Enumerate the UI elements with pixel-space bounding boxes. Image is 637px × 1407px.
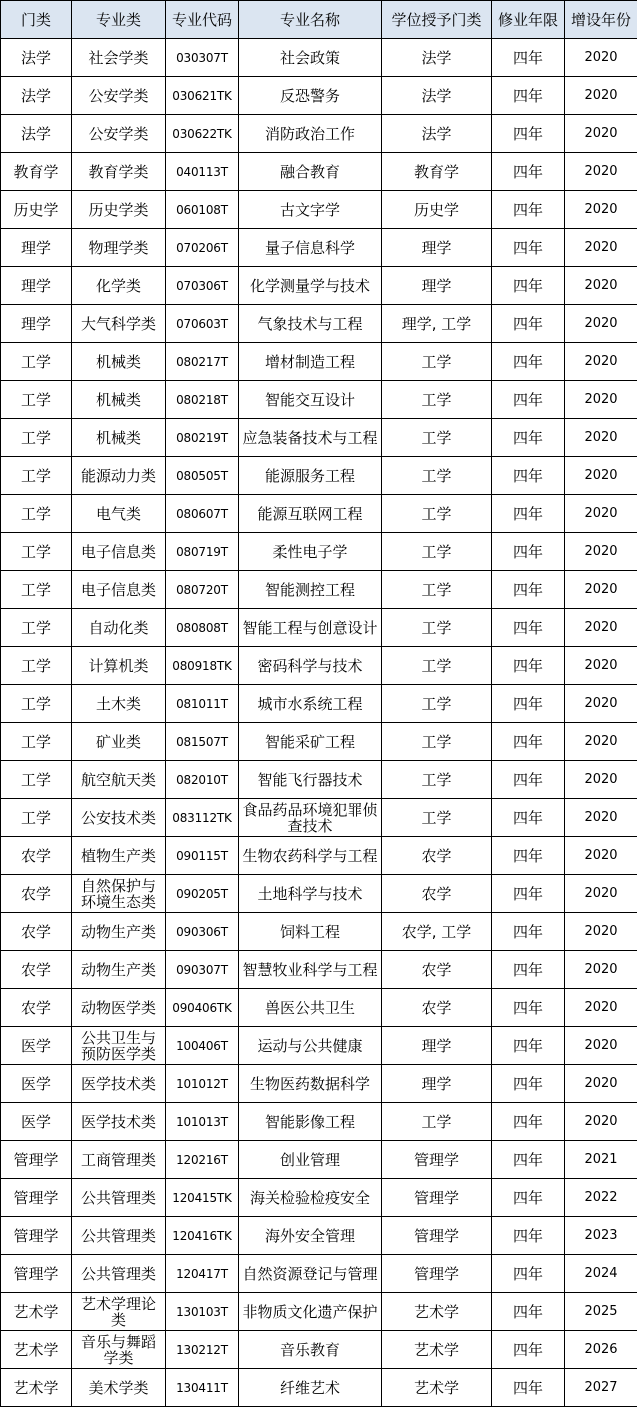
cell-discipline-class: 植物生产类 [72, 837, 166, 875]
cell-study-duration: 四年 [492, 533, 565, 571]
cell-year-added: 2020 [565, 1027, 637, 1065]
cell-major-code: 030307T [166, 39, 239, 77]
cell-major-name: 社会政策 [239, 39, 382, 77]
cell-degree-category: 工学 [382, 761, 492, 799]
cell-major-name: 食品药品环境犯罪侦查技术 [239, 799, 382, 837]
cell-major-name: 智能测控工程 [239, 571, 382, 609]
cell-study-duration: 四年 [492, 115, 565, 153]
cell-major-name: 能源服务工程 [239, 457, 382, 495]
cell-discipline-class: 动物医学类 [72, 989, 166, 1027]
cell-discipline-class: 公安学类 [72, 115, 166, 153]
cell-discipline-class: 社会学类 [72, 39, 166, 77]
cell-category: 法学 [1, 77, 72, 115]
table-row [1, 647, 637, 685]
cell-major-code: 082010T [166, 761, 239, 799]
cell-year-added: 2020 [565, 495, 637, 533]
cell-major-code: 080918TK [166, 647, 239, 685]
table-row [1, 1293, 637, 1331]
cell-degree-category: 艺术学 [382, 1369, 492, 1407]
cell-degree-category: 管理学 [382, 1217, 492, 1255]
header-major-name: 专业名称 [239, 1, 382, 39]
cell-discipline-class: 化学类 [72, 267, 166, 305]
cell-year-added: 2020 [565, 799, 637, 837]
cell-discipline-class: 美术学类 [72, 1369, 166, 1407]
cell-study-duration: 四年 [492, 419, 565, 457]
cell-category: 工学 [1, 761, 72, 799]
cell-study-duration: 四年 [492, 1141, 565, 1179]
cell-major-name: 自然资源登记与管理 [239, 1255, 382, 1293]
cell-year-added: 2020 [565, 761, 637, 799]
cell-degree-category: 工学 [382, 571, 492, 609]
cell-degree-category: 工学 [382, 533, 492, 571]
cell-major-name: 应急装备技术与工程 [239, 419, 382, 457]
cell-major-name: 智能交互设计 [239, 381, 382, 419]
table-row [1, 229, 637, 267]
cell-study-duration: 四年 [492, 989, 565, 1027]
cell-discipline-class: 医学技术类 [72, 1103, 166, 1141]
cell-study-duration: 四年 [492, 913, 565, 951]
cell-category: 艺术学 [1, 1293, 72, 1331]
cell-study-duration: 四年 [492, 761, 565, 799]
cell-major-code: 120415TK [166, 1179, 239, 1217]
cell-degree-category: 工学 [382, 647, 492, 685]
cell-category: 艺术学 [1, 1331, 72, 1369]
table-row [1, 1141, 637, 1179]
cell-category: 工学 [1, 685, 72, 723]
table-row [1, 799, 637, 837]
cell-major-code: 083112TK [166, 799, 239, 837]
cell-discipline-class: 公共管理类 [72, 1255, 166, 1293]
cell-year-added: 2020 [565, 571, 637, 609]
cell-year-added: 2020 [565, 609, 637, 647]
cell-study-duration: 四年 [492, 495, 565, 533]
cell-major-code: 100406T [166, 1027, 239, 1065]
cell-study-duration: 四年 [492, 685, 565, 723]
cell-category: 农学 [1, 875, 72, 913]
cell-year-added: 2020 [565, 913, 637, 951]
cell-major-name: 海外安全管理 [239, 1217, 382, 1255]
cell-discipline-class: 自然保护与环境生态类 [72, 875, 166, 913]
cell-year-added: 2027 [565, 1369, 637, 1407]
cell-major-code: 070206T [166, 229, 239, 267]
cell-degree-category: 管理学 [382, 1179, 492, 1217]
cell-discipline-class: 公安技术类 [72, 799, 166, 837]
cell-degree-category: 农学, 工学 [382, 913, 492, 951]
cell-year-added: 2020 [565, 1103, 637, 1141]
cell-major-name: 智慧牧业科学与工程 [239, 951, 382, 989]
cell-major-code: 101013T [166, 1103, 239, 1141]
cell-major-name: 土地科学与技术 [239, 875, 382, 913]
table-row [1, 39, 637, 77]
cell-category: 管理学 [1, 1141, 72, 1179]
table-row [1, 685, 637, 723]
cell-discipline-class: 矿业类 [72, 723, 166, 761]
cell-major-name: 智能工程与创意设计 [239, 609, 382, 647]
cell-year-added: 2020 [565, 989, 637, 1027]
cell-year-added: 2020 [565, 419, 637, 457]
table-row [1, 305, 637, 343]
table-row [1, 989, 637, 1027]
cell-major-code: 080719T [166, 533, 239, 571]
cell-category: 医学 [1, 1103, 72, 1141]
cell-degree-category: 农学 [382, 875, 492, 913]
cell-major-name: 创业管理 [239, 1141, 382, 1179]
cell-year-added: 2020 [565, 153, 637, 191]
cell-discipline-class: 电子信息类 [72, 533, 166, 571]
cell-major-name: 古文字学 [239, 191, 382, 229]
cell-major-name: 智能飞行器技术 [239, 761, 382, 799]
table-row [1, 115, 637, 153]
cell-major-code: 090406TK [166, 989, 239, 1027]
cell-degree-category: 工学 [382, 723, 492, 761]
cell-study-duration: 四年 [492, 1293, 565, 1331]
cell-category: 理学 [1, 229, 72, 267]
cell-study-duration: 四年 [492, 343, 565, 381]
table-row [1, 495, 637, 533]
cell-study-duration: 四年 [492, 1369, 565, 1407]
cell-major-name: 消防政治工作 [239, 115, 382, 153]
table-row [1, 1255, 637, 1293]
table-row [1, 343, 637, 381]
cell-degree-category: 工学 [382, 381, 492, 419]
table-row [1, 761, 637, 799]
table-row [1, 723, 637, 761]
table-row [1, 267, 637, 305]
cell-category: 管理学 [1, 1217, 72, 1255]
cell-year-added: 2022 [565, 1179, 637, 1217]
cell-category: 理学 [1, 267, 72, 305]
table-row [1, 609, 637, 647]
cell-study-duration: 四年 [492, 1103, 565, 1141]
table-row [1, 153, 637, 191]
cell-major-code: 080808T [166, 609, 239, 647]
cell-year-added: 2020 [565, 723, 637, 761]
cell-year-added: 2020 [565, 647, 637, 685]
cell-discipline-class: 计算机类 [72, 647, 166, 685]
cell-year-added: 2020 [565, 381, 637, 419]
cell-major-code: 080607T [166, 495, 239, 533]
cell-degree-category: 工学 [382, 457, 492, 495]
cell-study-duration: 四年 [492, 1331, 565, 1369]
table-row [1, 875, 637, 913]
cell-major-code: 070603T [166, 305, 239, 343]
cell-category: 艺术学 [1, 1369, 72, 1407]
table-row [1, 1103, 637, 1141]
cell-study-duration: 四年 [492, 77, 565, 115]
cell-major-name: 海关检验检疫安全 [239, 1179, 382, 1217]
cell-major-code: 030621TK [166, 77, 239, 115]
cell-category: 教育学 [1, 153, 72, 191]
table-row [1, 1331, 637, 1369]
cell-degree-category: 艺术学 [382, 1331, 492, 1369]
cell-degree-category: 理学 [382, 229, 492, 267]
cell-degree-category: 理学, 工学 [382, 305, 492, 343]
cell-major-name: 生物医药数据科学 [239, 1065, 382, 1103]
cell-category: 工学 [1, 419, 72, 457]
cell-major-name: 饲料工程 [239, 913, 382, 951]
cell-degree-category: 教育学 [382, 153, 492, 191]
cell-year-added: 2020 [565, 875, 637, 913]
cell-degree-category: 农学 [382, 989, 492, 1027]
cell-category: 工学 [1, 723, 72, 761]
cell-study-duration: 四年 [492, 229, 565, 267]
cell-discipline-class: 电子信息类 [72, 571, 166, 609]
cell-degree-category: 工学 [382, 495, 492, 533]
cell-major-name: 化学测量学与技术 [239, 267, 382, 305]
table-row [1, 571, 637, 609]
cell-discipline-class: 动物生产类 [72, 951, 166, 989]
cell-degree-category: 工学 [382, 609, 492, 647]
cell-major-name: 融合教育 [239, 153, 382, 191]
table-row [1, 1065, 637, 1103]
cell-major-code: 120416TK [166, 1217, 239, 1255]
cell-degree-category: 农学 [382, 951, 492, 989]
cell-study-duration: 四年 [492, 1027, 565, 1065]
cell-study-duration: 四年 [492, 571, 565, 609]
cell-major-name: 智能采矿工程 [239, 723, 382, 761]
cell-discipline-class: 大气科学类 [72, 305, 166, 343]
cell-study-duration: 四年 [492, 1065, 565, 1103]
cell-study-duration: 四年 [492, 457, 565, 495]
cell-major-name: 反恐警务 [239, 77, 382, 115]
cell-study-duration: 四年 [492, 39, 565, 77]
cell-degree-category: 艺术学 [382, 1293, 492, 1331]
cell-category: 管理学 [1, 1255, 72, 1293]
cell-category: 工学 [1, 533, 72, 571]
cell-major-name: 非物质文化遗产保护 [239, 1293, 382, 1331]
table-body [1, 39, 637, 1407]
cell-degree-category: 理学 [382, 267, 492, 305]
cell-degree-category: 工学 [382, 343, 492, 381]
cell-year-added: 2020 [565, 343, 637, 381]
cell-major-code: 030622TK [166, 115, 239, 153]
cell-degree-category: 管理学 [382, 1255, 492, 1293]
cell-category: 历史学 [1, 191, 72, 229]
cell-discipline-class: 教育学类 [72, 153, 166, 191]
cell-discipline-class: 音乐与舞蹈学类 [72, 1331, 166, 1369]
cell-category: 法学 [1, 39, 72, 77]
cell-category: 工学 [1, 457, 72, 495]
cell-major-name: 运动与公共健康 [239, 1027, 382, 1065]
cell-category: 医学 [1, 1027, 72, 1065]
cell-category: 法学 [1, 115, 72, 153]
cell-major-name: 城市水系统工程 [239, 685, 382, 723]
cell-year-added: 2020 [565, 837, 637, 875]
cell-study-duration: 四年 [492, 1217, 565, 1255]
cell-category: 管理学 [1, 1179, 72, 1217]
cell-major-name: 生物农药科学与工程 [239, 837, 382, 875]
cell-discipline-class: 公共管理类 [72, 1217, 166, 1255]
cell-category: 农学 [1, 913, 72, 951]
cell-discipline-class: 机械类 [72, 381, 166, 419]
header-major-code: 专业代码 [166, 1, 239, 39]
cell-major-code: 081011T [166, 685, 239, 723]
cell-degree-category: 工学 [382, 419, 492, 457]
cell-degree-category: 管理学 [382, 1141, 492, 1179]
cell-major-code: 080505T [166, 457, 239, 495]
table-header [1, 1, 637, 39]
cell-category: 工学 [1, 609, 72, 647]
cell-degree-category: 理学 [382, 1027, 492, 1065]
cell-degree-category: 工学 [382, 1103, 492, 1141]
cell-major-name: 密码科学与技术 [239, 647, 382, 685]
cell-degree-category: 农学 [382, 837, 492, 875]
cell-category: 工学 [1, 343, 72, 381]
cell-year-added: 2020 [565, 951, 637, 989]
cell-category: 农学 [1, 837, 72, 875]
cell-study-duration: 四年 [492, 305, 565, 343]
header-study-duration: 修业年限 [492, 1, 565, 39]
table-row [1, 191, 637, 229]
cell-degree-category: 历史学 [382, 191, 492, 229]
cell-discipline-class: 医学技术类 [72, 1065, 166, 1103]
cell-year-added: 2025 [565, 1293, 637, 1331]
cell-major-code: 090307T [166, 951, 239, 989]
cell-major-code: 090205T [166, 875, 239, 913]
cell-discipline-class: 物理学类 [72, 229, 166, 267]
cell-year-added: 2020 [565, 77, 637, 115]
cell-year-added: 2020 [565, 229, 637, 267]
table-row [1, 1027, 637, 1065]
table-row [1, 951, 637, 989]
cell-major-code: 060108T [166, 191, 239, 229]
cell-year-added: 2026 [565, 1331, 637, 1369]
cell-discipline-class: 动物生产类 [72, 913, 166, 951]
table-row [1, 533, 637, 571]
header-discipline-class: 专业类 [72, 1, 166, 39]
cell-year-added: 2020 [565, 115, 637, 153]
cell-study-duration: 四年 [492, 267, 565, 305]
cell-study-duration: 四年 [492, 1179, 565, 1217]
cell-major-name: 量子信息科学 [239, 229, 382, 267]
cell-year-added: 2020 [565, 685, 637, 723]
header-year-added: 增设年份 [565, 1, 637, 39]
header-degree-category: 学位授予门类 [382, 1, 492, 39]
cell-major-name: 音乐教育 [239, 1331, 382, 1369]
cell-study-duration: 四年 [492, 381, 565, 419]
cell-study-duration: 四年 [492, 951, 565, 989]
cell-study-duration: 四年 [492, 799, 565, 837]
cell-major-code: 080217T [166, 343, 239, 381]
table-row [1, 1217, 637, 1255]
cell-year-added: 2020 [565, 267, 637, 305]
cell-discipline-class: 历史学类 [72, 191, 166, 229]
cell-year-added: 2020 [565, 533, 637, 571]
cell-major-code: 081507T [166, 723, 239, 761]
cell-study-duration: 四年 [492, 647, 565, 685]
cell-category: 农学 [1, 989, 72, 1027]
cell-degree-category: 工学 [382, 685, 492, 723]
table-row [1, 1369, 637, 1407]
cell-discipline-class: 公安学类 [72, 77, 166, 115]
cell-major-code: 120216T [166, 1141, 239, 1179]
table-row [1, 77, 637, 115]
cell-major-code: 130411T [166, 1369, 239, 1407]
cell-major-code: 040113T [166, 153, 239, 191]
cell-major-code: 080720T [166, 571, 239, 609]
cell-discipline-class: 机械类 [72, 343, 166, 381]
cell-major-code: 101012T [166, 1065, 239, 1103]
cell-study-duration: 四年 [492, 153, 565, 191]
cell-major-code: 130103T [166, 1293, 239, 1331]
cell-degree-category: 法学 [382, 77, 492, 115]
cell-study-duration: 四年 [492, 1255, 565, 1293]
cell-category: 工学 [1, 799, 72, 837]
cell-year-added: 2023 [565, 1217, 637, 1255]
cell-year-added: 2020 [565, 39, 637, 77]
table-row [1, 457, 637, 495]
cell-study-duration: 四年 [492, 723, 565, 761]
cell-category: 理学 [1, 305, 72, 343]
table-row [1, 913, 637, 951]
cell-discipline-class: 工商管理类 [72, 1141, 166, 1179]
cell-category: 工学 [1, 647, 72, 685]
cell-study-duration: 四年 [492, 875, 565, 913]
cell-study-duration: 四年 [492, 837, 565, 875]
cell-major-name: 增材制造工程 [239, 343, 382, 381]
cell-degree-category: 工学 [382, 799, 492, 837]
table-row [1, 381, 637, 419]
table-row [1, 419, 637, 457]
cell-category: 工学 [1, 495, 72, 533]
cell-year-added: 2020 [565, 305, 637, 343]
cell-discipline-class: 土木类 [72, 685, 166, 723]
cell-major-code: 080218T [166, 381, 239, 419]
cell-discipline-class: 电气类 [72, 495, 166, 533]
cell-major-code: 120417T [166, 1255, 239, 1293]
cell-year-added: 2021 [565, 1141, 637, 1179]
cell-discipline-class: 能源动力类 [72, 457, 166, 495]
cell-degree-category: 法学 [382, 115, 492, 153]
cell-year-added: 2020 [565, 191, 637, 229]
cell-major-name: 能源互联网工程 [239, 495, 382, 533]
cell-discipline-class: 艺术学理论类 [72, 1293, 166, 1331]
cell-major-name: 智能影像工程 [239, 1103, 382, 1141]
cell-category: 工学 [1, 571, 72, 609]
cell-major-code: 070306T [166, 267, 239, 305]
cell-discipline-class: 机械类 [72, 419, 166, 457]
cell-major-code: 090115T [166, 837, 239, 875]
cell-category: 农学 [1, 951, 72, 989]
cell-discipline-class: 自动化类 [72, 609, 166, 647]
table-row [1, 837, 637, 875]
cell-study-duration: 四年 [492, 191, 565, 229]
cell-degree-category: 法学 [382, 39, 492, 77]
cell-major-name: 气象技术与工程 [239, 305, 382, 343]
cell-discipline-class: 公共管理类 [72, 1179, 166, 1217]
cell-major-code: 130212T [166, 1331, 239, 1369]
cell-major-name: 柔性电子学 [239, 533, 382, 571]
cell-year-added: 2020 [565, 457, 637, 495]
cell-major-name: 兽医公共卫生 [239, 989, 382, 1027]
cell-category: 医学 [1, 1065, 72, 1103]
header-category: 门类 [1, 1, 72, 39]
header-row [1, 1, 637, 39]
cell-study-duration: 四年 [492, 609, 565, 647]
cell-discipline-class: 航空航天类 [72, 761, 166, 799]
cell-major-code: 090306T [166, 913, 239, 951]
cell-degree-category: 理学 [382, 1065, 492, 1103]
cell-year-added: 2024 [565, 1255, 637, 1293]
cell-year-added: 2020 [565, 1065, 637, 1103]
cell-major-code: 080219T [166, 419, 239, 457]
cell-major-name: 纤维艺术 [239, 1369, 382, 1407]
cell-category: 工学 [1, 381, 72, 419]
table-row [1, 1179, 637, 1217]
cell-discipline-class: 公共卫生与预防医学类 [72, 1027, 166, 1065]
